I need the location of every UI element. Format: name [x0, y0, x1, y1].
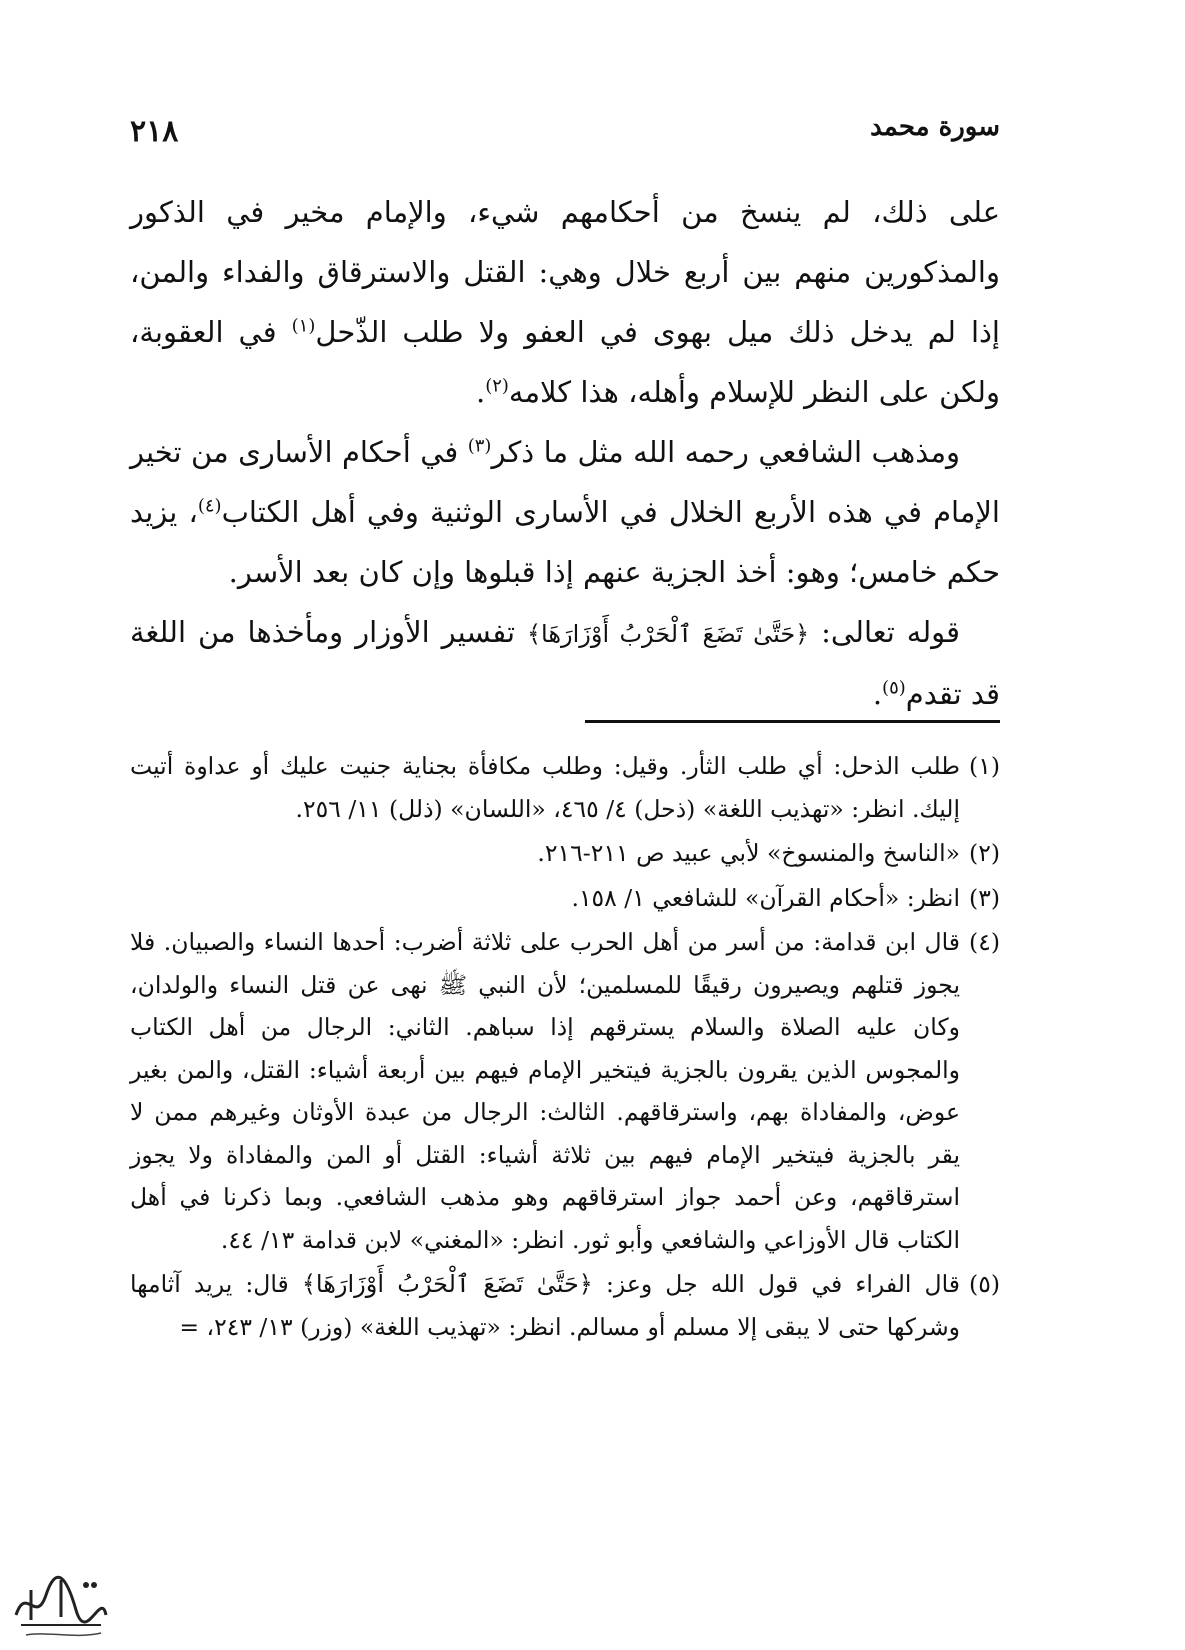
footnote-text: قال ابن قدامة: من أسر من أهل الحرب على ثلاثة أضرب: أحدها النساء والصبيان. فلا يجوز قتلهم ويصيرون رقيقًا للمسلمين؛ لأن النبي ﷺ نهى عن قتل النساء والولدان، وكان عليه الصلاة والسلام يسترقهم إذا سباهم. الثاني: الرجال من أهل الكتاب والمجوس الذين يقرون بالجزية فيتخير الإمام فيهم بين أربعة أشياء: القتل، والمن بغير عوض، والمفاداة بهم، واسترقاقهم. الثالث: الرجال من عبدة الأوثان وغيرهم ممن لا يقر بالجزية فيتخير الإمام فيهم بين ثلاثة أشياء: القتل أو المن والمفاداة ولا يجوز استرقاقهم، وعن أحمد جواز استرقاقهم وهو مذهب الشافعي. وبما ذكرنا في أهل الكتاب قال الأوزاعي والشافعي وأبو ثور. انظر: «المغني» لابن قدامة ١٣/ ٤٤.	[130, 928, 960, 1254]
footnotes	[130, 745, 1000, 1350]
footnote-number: (٤)	[969, 928, 1000, 956]
calligraphic-seal-icon	[6, 1555, 116, 1645]
footnote-text-a: قال الفراء في قول الله جل وعز:	[592, 1270, 960, 1298]
footnote-ref-4: (٤)	[197, 495, 222, 517]
document-page	[130, 100, 1000, 1600]
footnote-text: انظر: «أحكام القرآن» للشافعي ١/ ١٥٨.	[571, 883, 960, 912]
paragraph-2	[130, 422, 1000, 602]
footnote-number: (١)	[969, 752, 1000, 780]
main-text	[130, 182, 1000, 724]
footnote-text-b: قال: يريد آثامها وشركها حتى لا يبقى إلا مسلم أو مسالم. انظر: «تهذيب اللغة» (وزر) ١٣/ ٢٤٣، =	[130, 1270, 960, 1341]
paragraph-1	[130, 182, 1000, 422]
paragraph-3-part-a: قوله تعالى:	[809, 615, 960, 649]
paragraph-1-part-c: .	[475, 375, 486, 409]
quran-verse: ﴿حَتَّىٰ تَضَعَ ٱلْحَرْبُ أَوْزَارَهَا﴾	[526, 620, 810, 648]
footnote-number: (٣)	[969, 883, 1000, 912]
paragraph-2-part-b: في أحكام الأسارى من تخير الإمام في هذه الأربع الخلال في الأسارى الوثنية وفي أهل الكتاب	[130, 435, 1000, 529]
footnote-ref-2: (٢)	[485, 375, 509, 397]
footnote-text: طلب الذحل: أي طلب الثأر. وقيل: وطلب مكافأة بجناية جنيت عليك أو عداوة أتيت إليك. انظر: «تهذيب اللغة» (ذحل) ٤/ ٤٦٥، «اللسان» (ذلل) ١١/ ٢٥٦.	[130, 752, 960, 823]
paragraph-1-part-b: في العقوبة، ولكن على النظر للإسلام وأهله، هذا كلامه	[130, 315, 1000, 409]
footnote-ref-5: (٥)	[882, 677, 906, 699]
footnote-1	[130, 745, 1000, 830]
footnote-ref-3: (٣)	[467, 435, 492, 457]
footnote-3	[130, 877, 1000, 920]
footnote-4	[130, 921, 1000, 1261]
page-number: ٢١٨	[130, 114, 179, 149]
footnote-text: «الناسخ والمنسوخ» لأبي عبيد ص ٢١١-٢١٦.	[537, 839, 960, 867]
footnote-number: (٢)	[969, 839, 1000, 867]
paragraph-2-part-a: ومذهب الشافعي رحمه الله مثل ما ذكر	[491, 435, 960, 469]
footnote-separator	[585, 720, 1000, 723]
paragraph-3-part-c: .	[872, 677, 883, 711]
running-title: سورة محمد	[870, 112, 1000, 142]
footnote-5	[130, 1263, 1000, 1348]
quran-verse: ﴿حَتَّىٰ تَضَعَ ٱلْحَرْبُ أَوْزَارَهَا﴾	[301, 1270, 593, 1298]
footnote-number: (٥)	[969, 1270, 1000, 1298]
paragraph-3	[130, 602, 1000, 724]
footnote-2	[130, 832, 1000, 875]
paragraph-2-part-c: ، يزيد حكم خامس؛ وهو: أخذ الجزية عنهم إذا قبلوها وإن كان بعد الأسر.	[130, 495, 1000, 589]
paragraph-1-part-a: على ذلك، لم ينسخ من أحكامهم شيء، والإمام مخير في الذكور والمذكورين منهم بين أربع خلال وهي: القتل والاسترقاق والفداء والمن، إذا لم يدخل ذلك ميل بهوى في العفو ولا طلب الذّحل	[130, 195, 1000, 349]
paragraph-3-part-b: تفسير الأوزار ومأخذها من اللغة قد تقدم	[130, 615, 1000, 711]
footnote-ref-1: (١)	[291, 315, 316, 337]
page-header	[130, 108, 1000, 152]
